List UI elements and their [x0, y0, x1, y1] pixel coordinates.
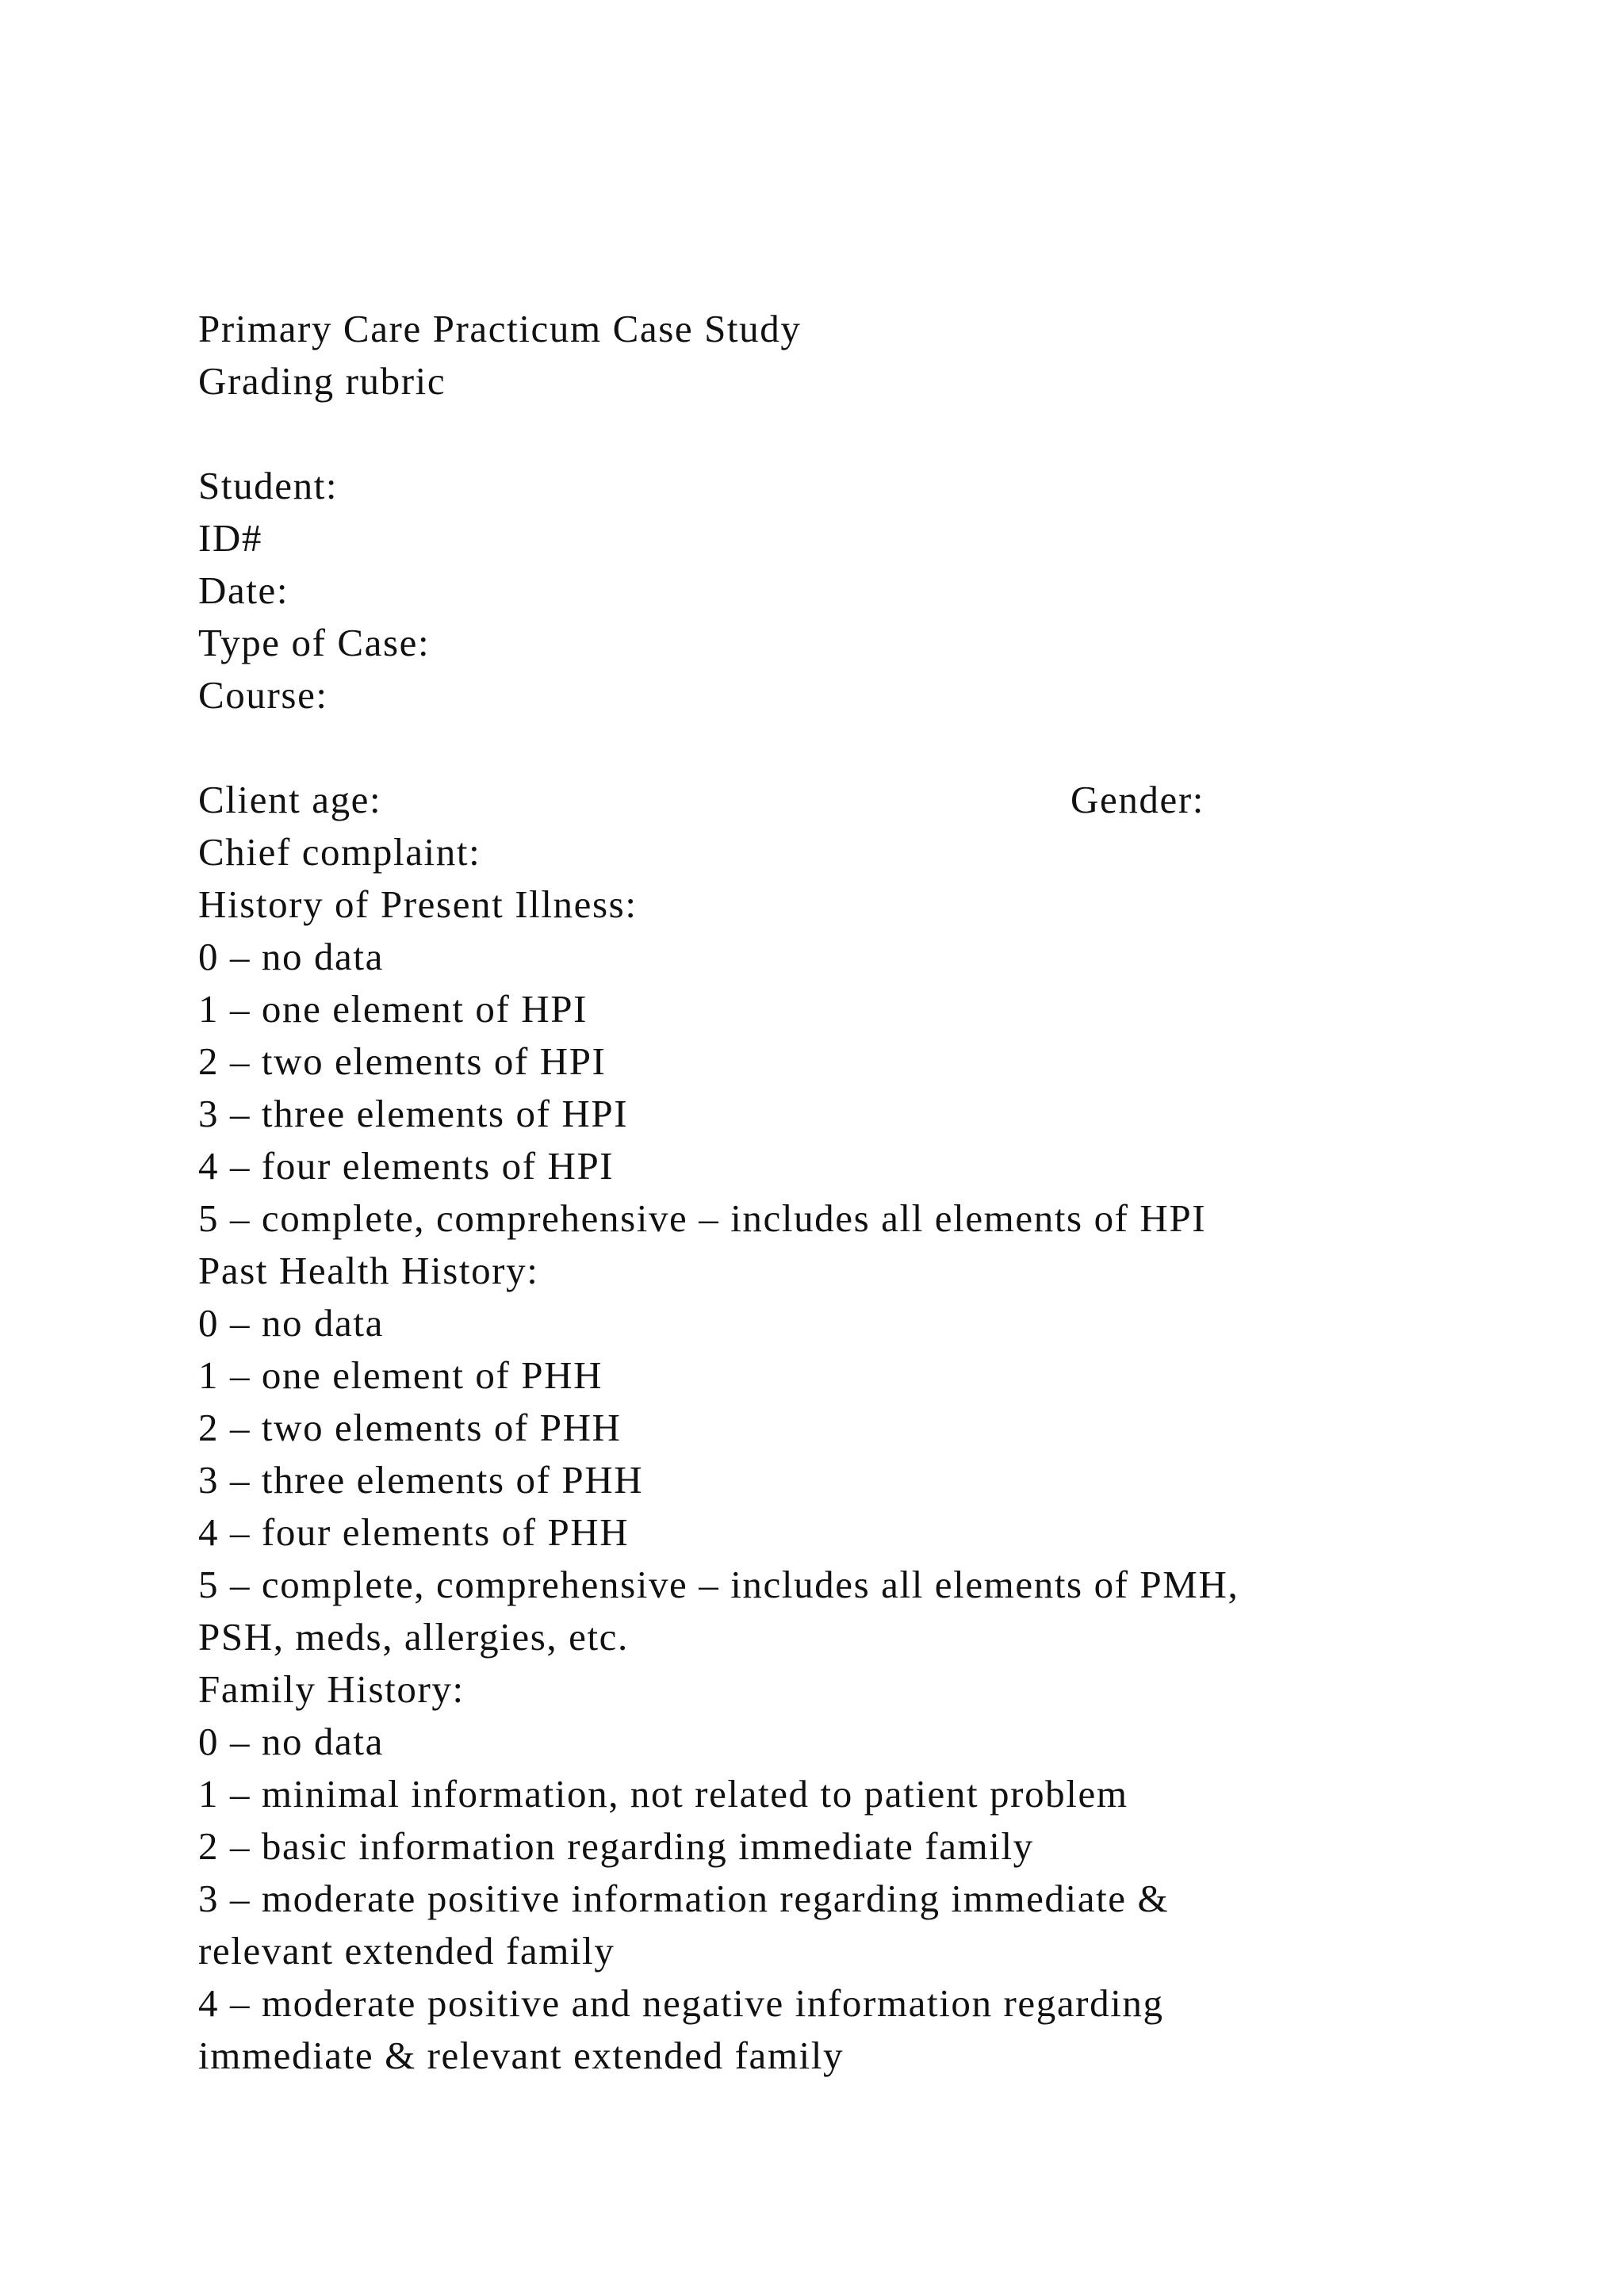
document-title: Primary Care Practicum Case Study [198, 307, 802, 350]
fh-item: 3 – moderate positive information regarding immediate & [198, 1877, 1170, 1920]
course-label: Course: [198, 673, 328, 717]
student-label: Student: [198, 464, 339, 507]
phh-item: 1 – one element of PHH [198, 1353, 603, 1397]
phh-item: 0 – no data [198, 1301, 384, 1345]
fh-item: 4 – moderate positive and negative information regarding [198, 1981, 1164, 2025]
client-age-label: Client age: [198, 778, 382, 821]
gender-label: Gender: [1071, 778, 1205, 821]
fh-item: relevant extended family [198, 1929, 615, 1973]
client-row [198, 774, 1546, 826]
hpi-item: 2 – two elements of HPI [198, 1039, 607, 1083]
hpi-heading: History of Present Illness: [198, 882, 638, 926]
fh-item: immediate & relevant extended family [198, 2034, 845, 2077]
id-label: ID# [198, 516, 263, 560]
phh-item: PSH, meds, allergies, etc. [198, 1615, 629, 1659]
hpi-item: 5 – complete, comprehensive – includes all elements of HPI [198, 1196, 1207, 1240]
fh-item: 2 – basic information regarding immediate family [198, 1824, 1034, 1868]
hpi-item: 0 – no data [198, 935, 384, 978]
chief-complaint-label: Chief complaint: [198, 830, 481, 874]
hpi-item: 1 – one element of HPI [198, 987, 588, 1031]
spacer [198, 721, 1546, 774]
fh-heading: Family History: [198, 1667, 465, 1711]
phh-item: 5 – complete, comprehensive – includes all elements of PMH, [198, 1563, 1239, 1606]
phh-item: 2 – two elements of PHH [198, 1406, 622, 1449]
phh-heading: Past Health History: [198, 1249, 539, 1292]
document-subtitle: Grading rubric [198, 359, 446, 403]
spacer [198, 408, 1546, 460]
phh-item: 3 – three elements of PHH [198, 1458, 644, 1502]
hpi-item: 3 – three elements of HPI [198, 1092, 629, 1135]
type-of-case-label: Type of Case: [198, 621, 431, 664]
date-label: Date: [198, 568, 289, 612]
document-page [198, 303, 1546, 2082]
fh-item: 1 – minimal information, not related to patient problem [198, 1772, 1128, 1816]
hpi-item: 4 – four elements of HPI [198, 1144, 615, 1188]
phh-item: 4 – four elements of PHH [198, 1510, 630, 1554]
fh-item: 0 – no data [198, 1720, 384, 1763]
